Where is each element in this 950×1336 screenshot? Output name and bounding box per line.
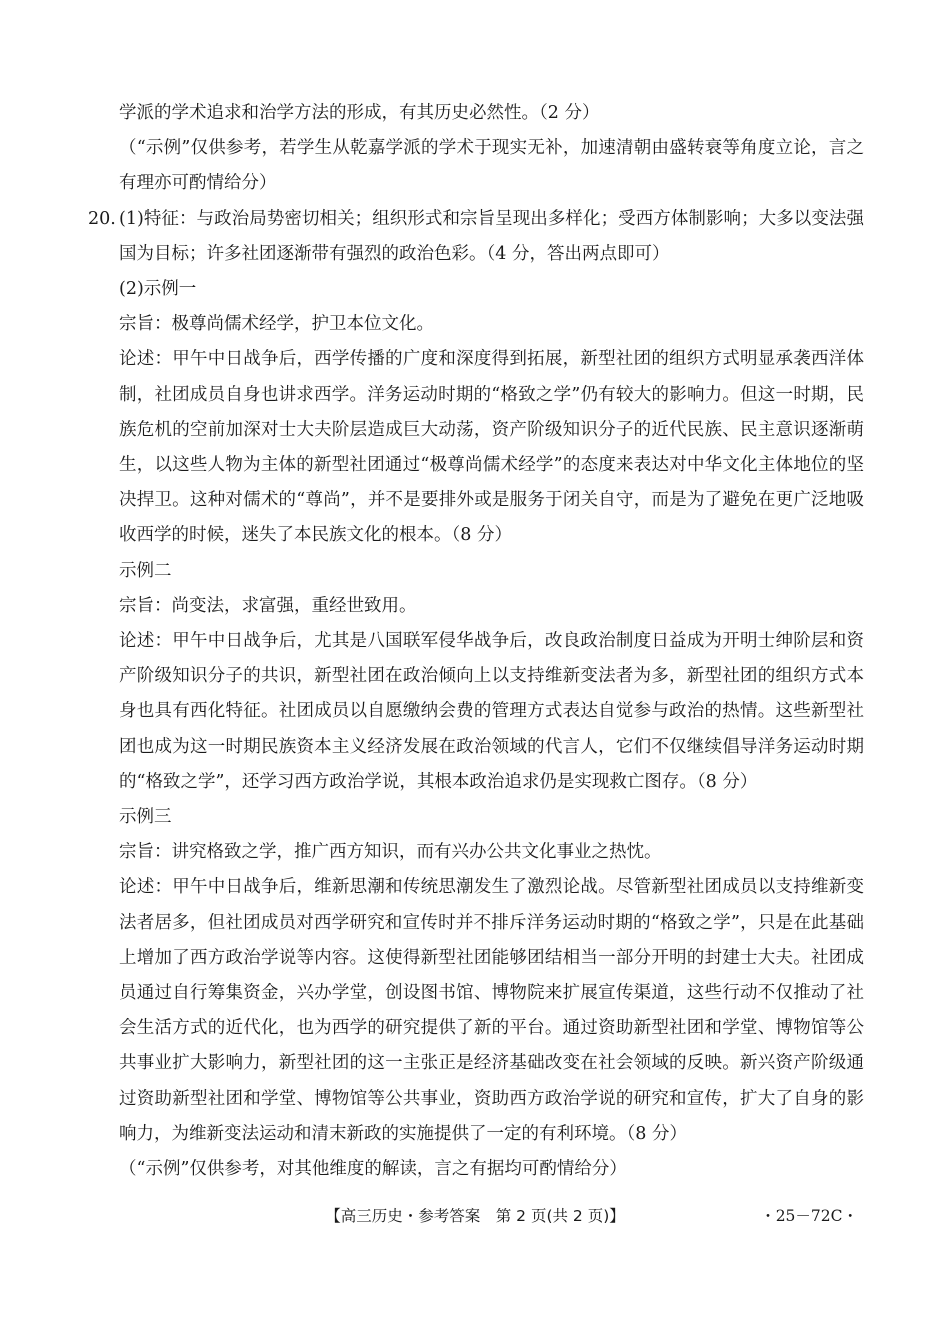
example-2-aim: 宗旨：尚变法，求富强，重经世致用。 [119,595,417,616]
question-number: 20. [88,208,116,229]
footer-exam-code: ・25－72C・ [760,1207,858,1225]
example-1-aim: 宗旨：极尊尚儒术经学，护卫本位文化。 [119,314,434,335]
page-footer [0,1196,950,1236]
question-20-body [119,202,864,1188]
example-3-discussion: 论述：甲午中日战争后，维新思潮和传统思潮发生了激烈论战。尽管新型社团成员以支持维新变法者居多，但社团成员对西学研究和宣传时并不排斥洋务运动时期的“格致之学”，只是在此基础上增加了西方政治学说等内容。这使得新型社团能够团结相当一部分开明的封建士大夫。社团成员通过自行筹集资金，兴办学堂，创设图书馆、博物院来扩展宣传渠道，这些行动不仅推动了社会生活方式的近代化，也为西学的研究提供了新的平台。通过资助新型社团和学堂、博物馆等公共事业扩大影响力，新型社团的这一主张正是经济基础改变在社会领域的反映。新兴资产阶级通过资助新型社团和学堂、博物馆等公共事业，资助西方政治学说的研究和宣传，扩大了自身的影响力，为维新变法运动和清末新政的实施提供了一定的有利环境。（8 分） [119,877,864,1144]
grading-note-top: （“示例”仅供参考，若学生从乾嘉学派的学术于现实无补，加速清朝由盛转衰等角度立论，言之有理亦可酌情给分） [119,138,864,194]
part-1-answer: (1)特征：与政治局势密切相关；组织形式和宗旨呈现出多样化；受西方体制影响；大多以变法强国为目标；许多社团逐渐带有强烈的政治色彩。（4 分，答出两点即可） [119,208,864,264]
footer-page-label: 【高三历史・参考答案 第 2 页(共 2 页)】 [325,1207,625,1225]
part-2-heading: (2)示例一 [119,279,197,300]
previous-answer-ending: 学派的学术追求和治学方法的形成，有其历史必然性。（2 分） [119,103,600,123]
example-3-heading: 示例三 [119,807,172,828]
example-2-discussion: 论述：甲午中日战争后，尤其是八国联军侵华战争后，改良政治制度日益成为开明士绅阶层和资产阶级知识分子的共识，新型社团在政治倾向上以支持维新变法者为多，新型社团的组织方式本身也具有西化特征。社团成员以自愿缴纳会费的管理方式表达自觉参与政治的热情。这些新型社团也成为这一时期民族资本主义经济发展在政治领域的代言人，它们不仅继续倡导洋务运动时期的“格致之学”，还学习西方政治学说，其根本政治追求仍是实现救亡图存。（8 分） [119,631,864,792]
example-1-discussion: 论述：甲午中日战争后，西学传播的广度和深度得到拓展，新型社团的组织方式明显承袭西洋体制，社团成员自身也讲求西学。洋务运动时期的“格致之学”仍有较大的影响力。但这一时期，民族危机的空前加深对士大夫阶层造成巨大动荡，资产阶级知识分子的近代民族、民主意识逐渐萌生，以这些人物为主体的新型社团通过“极尊尚儒术经学”的态度来表达对中华文化主体地位的坚决捍卫。这种对儒术的“尊尚”，并不是要排外或是服务于闭关自守，而是为了避免在更广泛地吸收西学的时候，迷失了本民族文化的根本。（8 分） [119,349,864,546]
example-3-aim: 宗旨：讲究格致之学，推广西方知识，而有兴办公共文化事业之热忱。 [119,842,662,863]
example-2-heading: 示例二 [119,560,172,581]
question-20 [88,202,864,1188]
grading-note-bottom: （“示例”仅供参考，对其他维度的解读，言之有据均可酌情给分） [119,1159,627,1180]
answer-content [88,96,864,1187]
